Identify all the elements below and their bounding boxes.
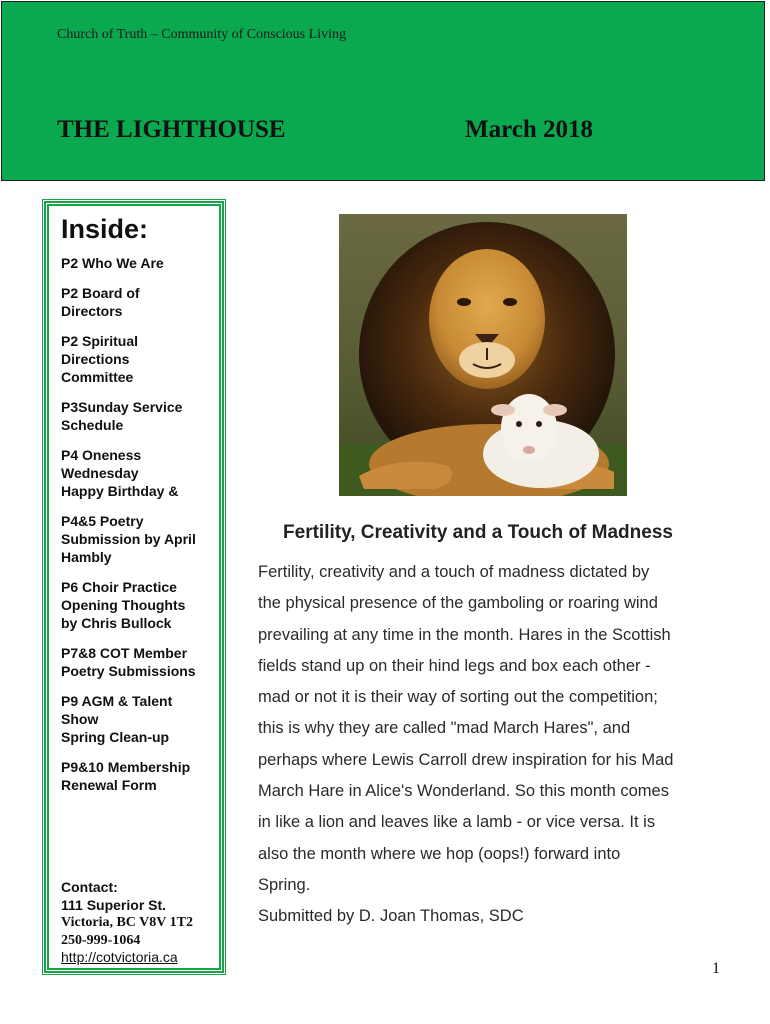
lion-right-eye [503,298,517,306]
article-title: Fertility, Creativity and a Touch of Madness [283,522,673,543]
article-body [258,557,728,933]
article-line: the physical presence of the gamboling or roaring wind [258,594,658,613]
table-of-contents [61,254,213,806]
toc-item: P4 Oneness Wednesday Happy Birthday & [61,447,179,499]
issue-date: March 2018 [465,116,593,143]
lamb-left-ear [491,404,515,416]
lamb-left-eye [516,421,522,427]
article-line: Fertility, creativity and a touch of madness dictated by [258,563,650,581]
article-byline: Submitted by D. Joan Thomas, SDC [258,907,524,926]
toc-item: P4&5 Poetry Submission by April Hambly [61,513,196,565]
toc-item: P9&10 Membership Renewal Form [61,759,191,793]
toc-item: P2 Who We Are [61,255,164,271]
lion-and-lamb-photo [339,214,627,496]
contact-label: Contact: [61,879,118,895]
toc-item: P2 Board of Directors [61,285,140,319]
lion-left-eye [457,298,471,306]
newsletter-title: THE LIGHTHOUSE [57,116,286,143]
article-line: March Hare in Alice's Wonderland. So this month comes [258,782,669,801]
toc-item: P9 AGM & Talent Show Spring Clean-up [61,693,173,745]
article-line: fields stand up on their hind legs and box each other - [258,656,651,675]
organization-name: Church of Truth – Community of Conscious Living [57,27,346,42]
toc-item: P2 Spiritual Directions Committee [61,333,139,385]
article-line: also the month where we hop (oops!) forward into [258,844,621,863]
website-link[interactable]: http://cotvictoria.ca [61,949,178,965]
article-line: in like a lion and leaves like a lamb - or vice versa. It is [258,813,656,832]
lamb-right-eye [536,421,542,427]
lamb-right-ear [543,404,567,416]
article-line: prevailing at any time in the month. Hares in the Scottish [258,625,671,644]
toc-item: P3Sunday Service Schedule [61,399,183,433]
toc-item: P7&8 COT Member Poetry Submissions [61,645,196,679]
article-line: perhaps where Lewis Carroll drew inspiration for his Mad [258,750,674,769]
contact-block [61,879,221,967]
article-line: mad or not it is their way of sorting out the competition; [258,688,658,707]
toc-item: P6 Choir Practice Opening Thoughts by Chris Bullock [61,579,186,631]
newsletter-banner [1,1,765,181]
inside-heading: Inside: [61,214,149,244]
contact-street: 111 Superior St. [61,896,167,913]
page-number: 1 [712,960,720,977]
article-line: this is why they are called "mad March Hares", and [258,719,631,738]
inside-sidebar [44,201,224,973]
contact-city: Victoria, BC V8V 1T2 [61,915,193,930]
article-line: Spring. [258,875,311,894]
lamb-nose [523,446,535,454]
contact-phone: 250-999-1064 [61,932,141,948]
